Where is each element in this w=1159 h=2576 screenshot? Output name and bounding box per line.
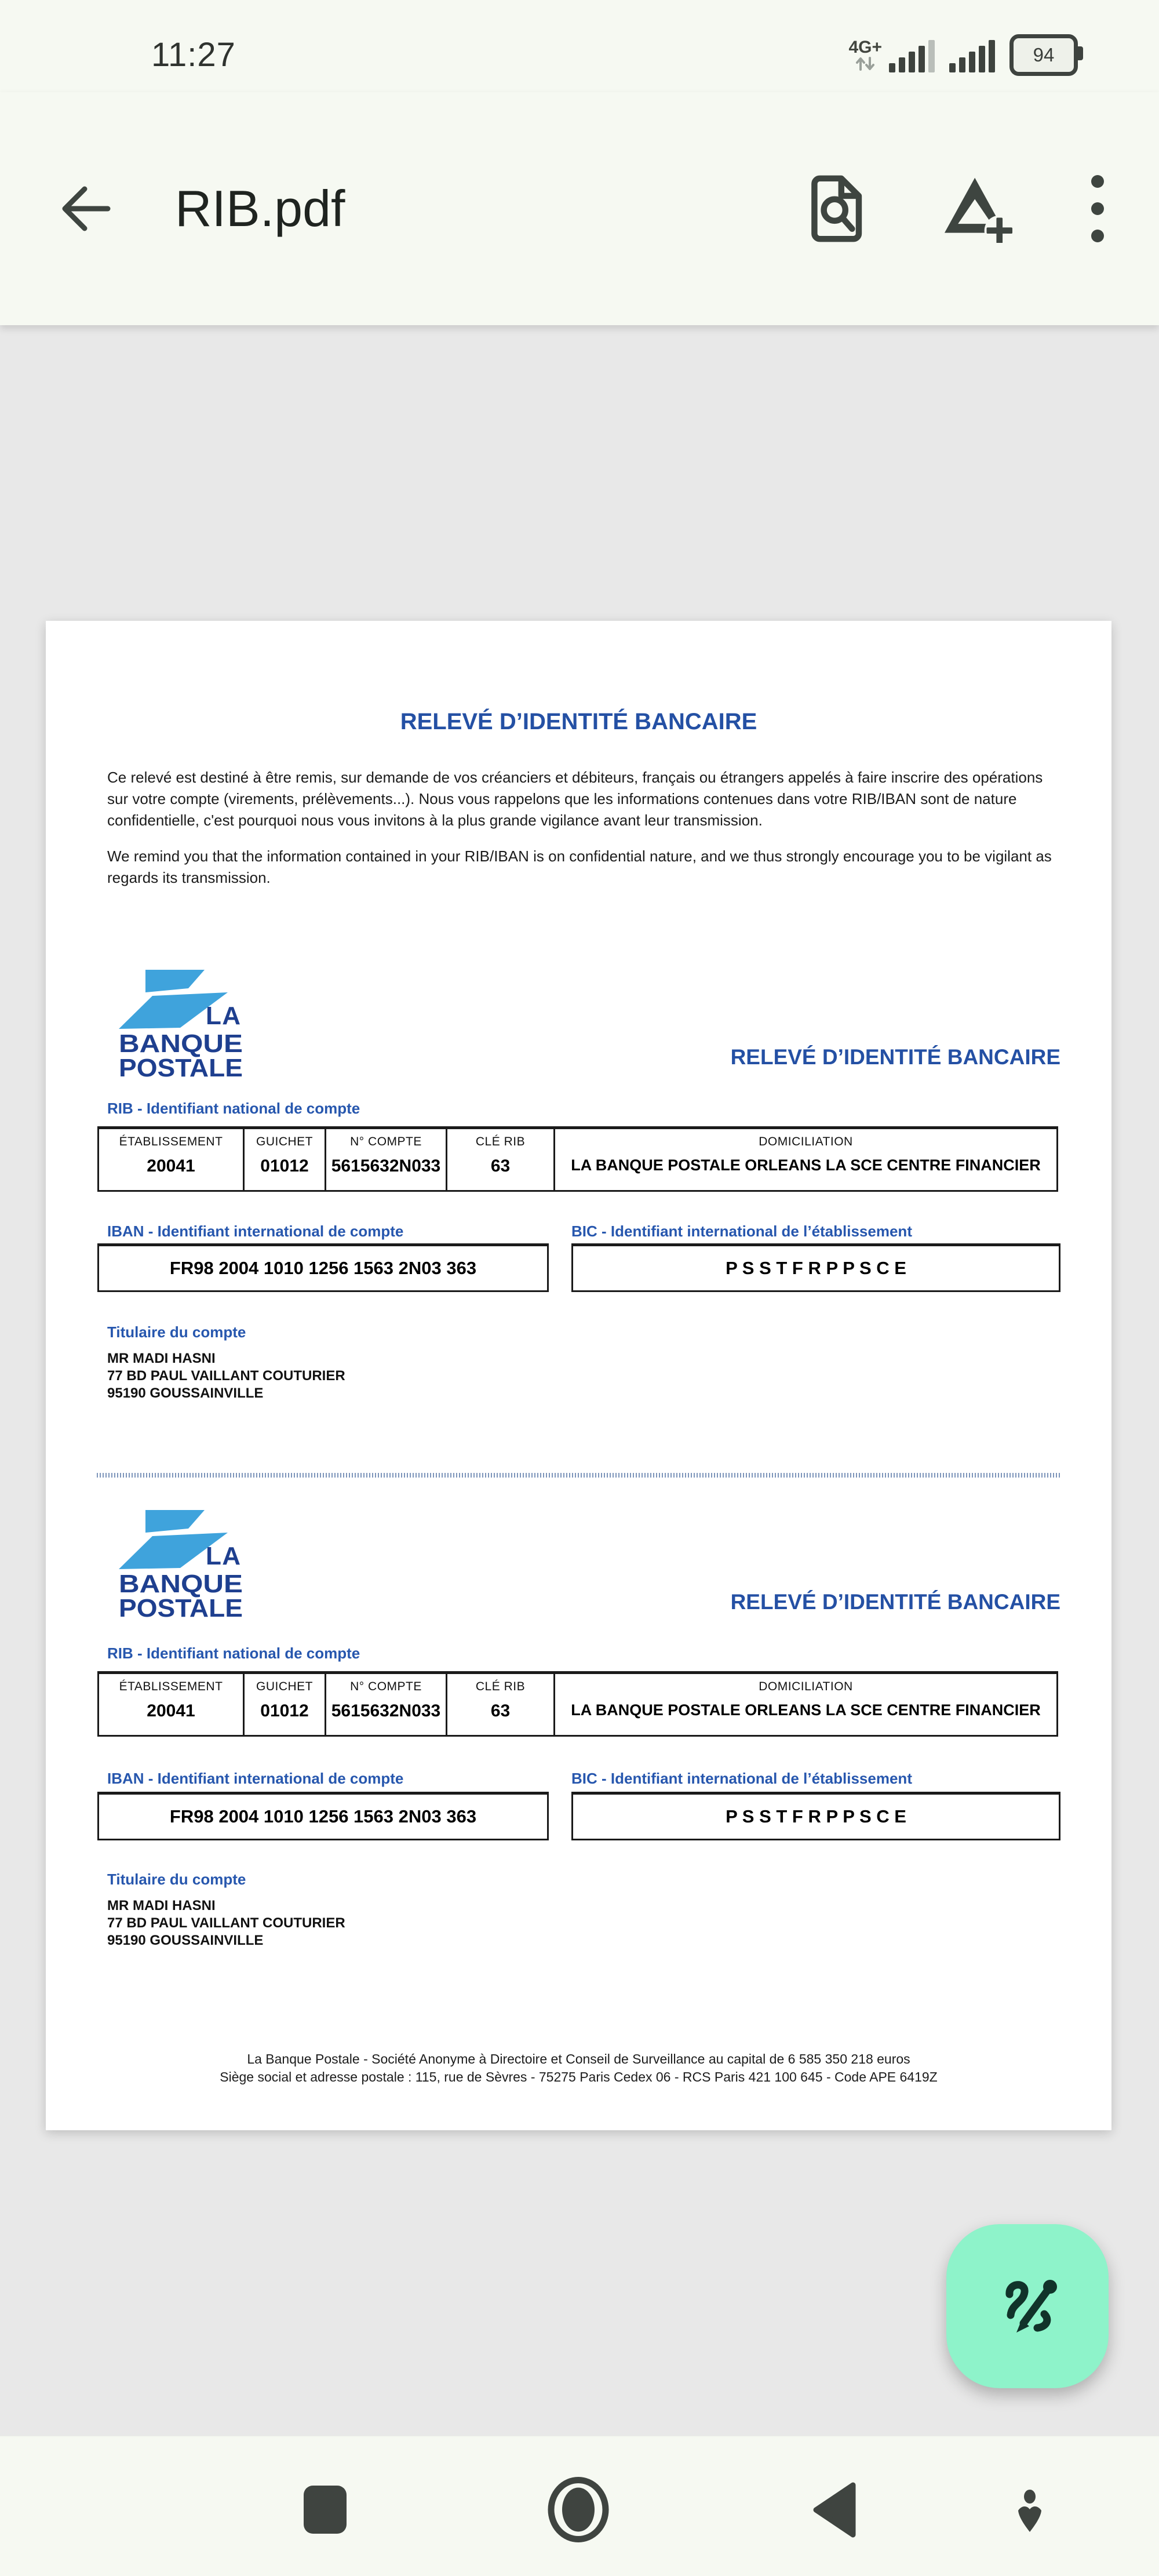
svg-text:BANQUE: BANQUE (119, 1029, 243, 1058)
table-cell-domiciliation: DOMICILIATION LA BANQUE POSTALE ORLEANS LA SCE CENTRE FINANCIER (571, 1135, 1041, 1174)
status-bar (0, 0, 1159, 92)
holder-address: MR MADI HASNI 77 BD PAUL VAILLANT COUTURIER 95190 GOUSSAINVILLE (107, 1351, 345, 1401)
back-nav-button[interactable] (813, 2482, 856, 2539)
battery-percent: 94 (1033, 43, 1055, 66)
bic-value-box: P S S T F R P P S C E (571, 1792, 1060, 1840)
add-to-drive-icon (941, 174, 1015, 243)
home-circle-icon (548, 2477, 609, 2542)
svg-text:BANQUE: BANQUE (119, 1570, 243, 1598)
rib-table (97, 1126, 1058, 1192)
pdf-page (46, 621, 1111, 2130)
app-bar (0, 92, 1159, 325)
rib-table (97, 1671, 1058, 1737)
find-in-document-icon (810, 175, 866, 242)
table-cell-domiciliation: DOMICILIATION LA BANQUE POSTALE ORLEANS LA SCE CENTRE FINANCIER (571, 1680, 1041, 1719)
bic-label: BIC - Identifiant international de l’établissement (571, 1770, 912, 1787)
network-type-label: 4G+ (848, 37, 882, 57)
la-banque-postale-logo (118, 1509, 246, 1619)
iban-value-box: FR98 2004 1010 1256 1563 2N03 363 (97, 1243, 549, 1292)
holder-label: Titulaire du compte (107, 1871, 246, 1888)
table-cell-cle-rib: CLÉ RIB 63 (447, 1674, 555, 1735)
hide-navigation-button[interactable] (1016, 2490, 1043, 2537)
network-indicator (848, 39, 882, 71)
bic-value-box: P S S T F R P P S C E (571, 1243, 1060, 1292)
system-navigation-bar (0, 2436, 1159, 2576)
bic-label: BIC - Identifiant international de l’établissement (571, 1222, 912, 1240)
hide-navigation-icon (1016, 2490, 1043, 2535)
three-dot-menu-icon (1091, 174, 1105, 243)
clock: 11:27 (151, 36, 236, 74)
signal-strength-icon-sim2 (949, 38, 999, 72)
app-bar-actions (810, 174, 1105, 243)
signal-strength-icon-sim1 (889, 38, 939, 72)
holder-label: Titulaire du compte (107, 1323, 246, 1341)
data-arrows-icon (855, 56, 875, 71)
table-cell-etablissement: ÉTABLISSEMENT 20041 (99, 1129, 245, 1190)
home-button[interactable] (548, 2477, 609, 2544)
svg-text:POSTALE: POSTALE (119, 1054, 243, 1079)
la-banque-postale-logo (118, 969, 246, 1079)
intro-paragraph-fr: Ce relevé est destiné à être remis, sur demande de vos créanciers et débiteurs, français ou étrangers appelés à faire inscrire des opérations sur votre compte (virements, prélèvements...). Nous vous rappelons que les informations contenues dans votre RIB/IBAN sont de nature confidentielle, c'est pourquoi nous vous invitons à la plus grande vigilance avant leur transmission. (107, 769, 1043, 829)
svg-text:LA: LA (206, 1002, 240, 1030)
section-heading: RELEVÉ D’IDENTITÉ BANCAIRE (730, 1590, 1060, 1614)
pdf-viewer-canvas[interactable] (0, 325, 1159, 2436)
iban-label: IBAN - Identifiant international de compte (107, 1222, 404, 1240)
recents-button[interactable] (304, 2486, 347, 2534)
battery-icon (1009, 34, 1078, 76)
status-icons (848, 34, 1078, 76)
back-arrow-icon (59, 182, 112, 235)
table-cell-cle-rib: CLÉ RIB 63 (447, 1129, 555, 1190)
signature-pen-icon (989, 2268, 1066, 2345)
table-cell-compte: N° COMPTE 5615632N033 (326, 1674, 447, 1735)
back-triangle-icon (813, 2482, 856, 2538)
svg-text:POSTALE: POSTALE (119, 1594, 243, 1619)
holder-address: MR MADI HASNI 77 BD PAUL VAILLANT COUTURIER 95190 GOUSSAINVILLE (107, 1898, 345, 1948)
svg-text:LA: LA (206, 1542, 240, 1570)
document-title: RELEVÉ D’IDENTITÉ BANCAIRE (400, 709, 757, 734)
table-cell-etablissement: ÉTABLISSEMENT 20041 (99, 1674, 245, 1735)
annotate-fab[interactable] (946, 2224, 1109, 2388)
add-to-drive-button[interactable] (941, 174, 1015, 243)
table-cell-guichet: GUICHET 01012 (245, 1129, 326, 1190)
intro-paragraph-en: We remind you that the information contained in your RIB/IBAN is on confidential nature, and we thus strongly encourage you to be vigilant as regards its transmission. (107, 847, 1052, 886)
page-title: RIB.pdf (175, 180, 345, 237)
back-button[interactable] (59, 182, 112, 235)
cut-line-separator (97, 1473, 1061, 1478)
find-in-document-button[interactable] (810, 175, 866, 242)
overflow-menu-button[interactable] (1091, 174, 1105, 243)
iban-label: IBAN - Identifiant international de compte (107, 1770, 404, 1787)
legal-footer: La Banque Postale - Société Anonyme à Directoire et Conseil de Surveillance au capital de 6 585 350 218 euros Siège social et adresse postale : 115, rue de Sèvres - 75275 Paris Cedex 06 - RCS Paris 421 100 645 - Code APE 6419Z (220, 2051, 938, 2084)
table-cell-guichet: GUICHET 01012 (245, 1674, 326, 1735)
rib-label: RIB - Identifiant national de compte (107, 1100, 360, 1117)
rib-label: RIB - Identifiant national de compte (107, 1644, 360, 1662)
table-cell-compte: N° COMPTE 5615632N033 (326, 1129, 447, 1190)
iban-value-box: FR98 2004 1010 1256 1563 2N03 363 (97, 1792, 549, 1840)
section-heading: RELEVÉ D’IDENTITÉ BANCAIRE (730, 1045, 1060, 1069)
